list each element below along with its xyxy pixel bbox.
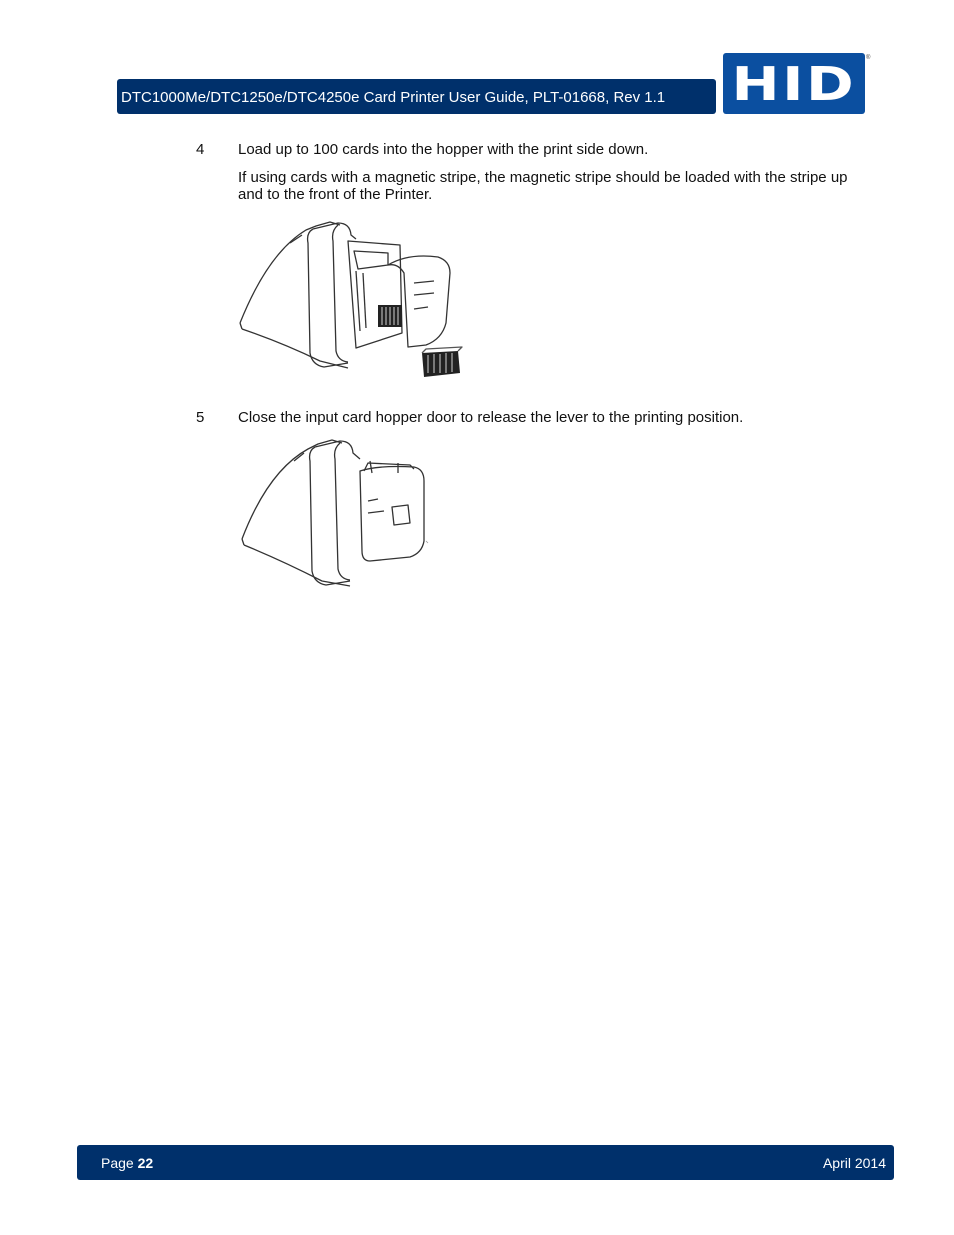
publication-date: April 2014 [822,1155,886,1171]
page-indicator [101,1155,153,1171]
step-text: Close the input card hopper door to release the lever to the printing position. [238,409,744,426]
document-footer [77,1145,894,1180]
logo-text: HID [731,56,857,111]
page-number: 22 [137,1155,154,1171]
step-text: Load up to 100 cards into the hopper with the print side down. [238,141,649,158]
printer-hopper-closed-figure [238,431,438,591]
hid-logo [723,53,865,114]
printer-hopper-open-figure [238,213,468,383]
step-number: 5 [196,409,205,426]
step-note: If using cards with a magnetic stripe, the magnetic stripe should be loaded with the stripe up and to the front of the Printer. [238,169,848,203]
document-title: DTC1000Me/DTC1250e/DTC4250e Card Printer User Guide, PLT-01668, Rev 1.1 [121,89,666,106]
step-number: 4 [196,141,205,158]
page-label: Page [101,1155,134,1171]
document-header [117,79,716,114]
registered-mark: ® [866,55,871,61]
